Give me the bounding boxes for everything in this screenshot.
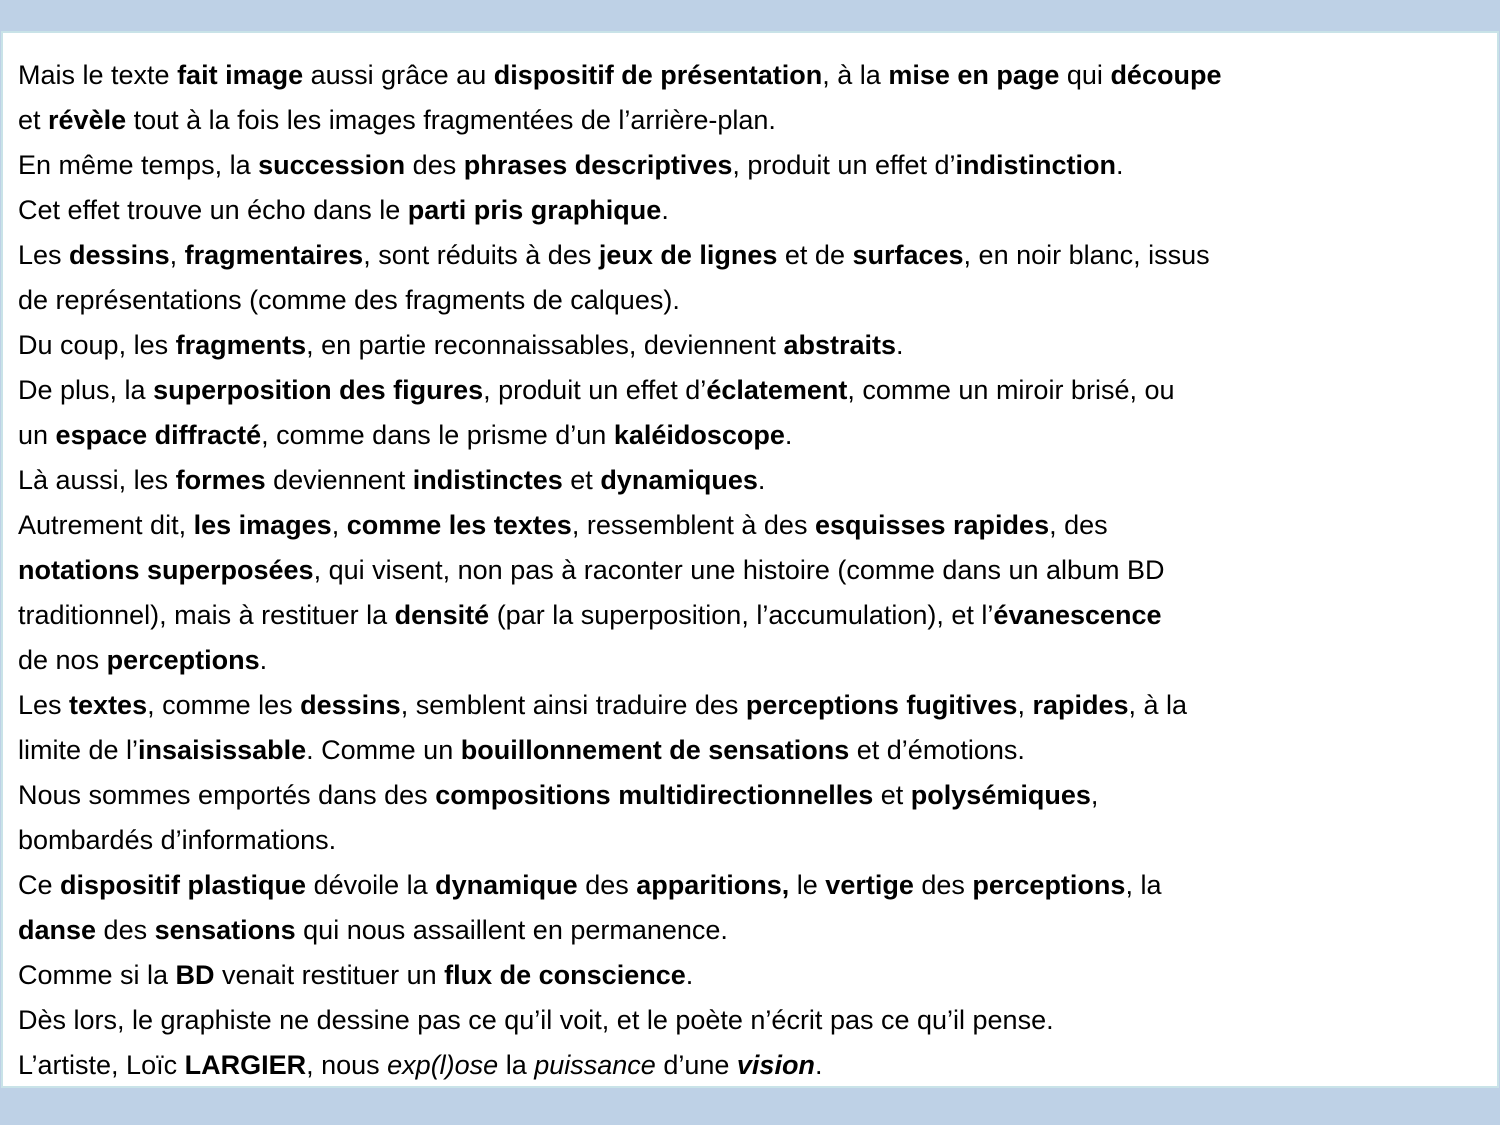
text-line (18, 953, 1221, 998)
text-segment: d’une (655, 1050, 737, 1080)
emphasis-text: densité (394, 600, 490, 630)
text-segment: , comme dans le prisme d’un (261, 420, 614, 450)
text-segment: , (169, 240, 185, 270)
emphasis-text: notations superposées (18, 555, 314, 585)
text-segment: tout à la fois les images fragmentées de l’arrière-plan. (126, 105, 776, 135)
text-line (18, 818, 1221, 863)
emphasis-text: LARGIER (184, 1050, 307, 1080)
text-segment: des (405, 150, 464, 180)
text-segment: et (873, 780, 911, 810)
text-segment: , comme un miroir brisé, ou (847, 375, 1175, 405)
emphasis-text: rapides (1032, 690, 1129, 720)
text-line (18, 998, 1221, 1043)
text-line (18, 368, 1221, 413)
text-line (18, 683, 1221, 728)
text-segment: , ressemblent à des (571, 510, 815, 540)
text-line (18, 593, 1221, 638)
text-segment: En même temps, la (18, 150, 259, 180)
text-line (18, 188, 1221, 233)
emphasis-text: flux de conscience (444, 960, 686, 990)
text-segment: Du coup, les (18, 330, 176, 360)
text-segment: de nos (18, 645, 107, 675)
emphasis-text: abstraits (783, 330, 896, 360)
emphasis-text: vertige (825, 870, 914, 900)
text-segment: Les (18, 240, 70, 270)
emphasis-text: évanescence (993, 600, 1162, 630)
text-segment: de représentations (comme des fragments de calques). (18, 285, 680, 315)
text-line (18, 908, 1221, 953)
text-segment: . (259, 645, 268, 675)
text-segment: Là aussi, les (18, 465, 176, 495)
text-segment: et de (777, 240, 853, 270)
text-segment: , à la (822, 60, 889, 90)
text-segment: . (784, 420, 793, 450)
text-segment: , (1090, 780, 1099, 810)
text-segment: qui (1059, 60, 1111, 90)
text-line (18, 413, 1221, 458)
emphasis-text: dynamique (435, 870, 578, 900)
emphasis-text: dessins (69, 240, 170, 270)
text-segment: , en partie reconnaissables, deviennent (306, 330, 784, 360)
emphasis-text: perceptions (972, 870, 1126, 900)
text-line (18, 773, 1221, 818)
text-line (18, 53, 1221, 98)
emphasis-text: vision (736, 1050, 815, 1080)
text-segment: Cet effet trouve un écho dans le (18, 195, 408, 225)
emphasis-text: succession (258, 150, 406, 180)
text-segment: , nous (306, 1050, 388, 1080)
text-segment: . (661, 195, 669, 225)
text-segment: . (757, 465, 766, 495)
text-segment: , sont réduits à des (363, 240, 599, 270)
body-text (18, 53, 1221, 1088)
text-segment: Les (18, 690, 70, 720)
text-segment: et (562, 465, 601, 495)
text-segment: . (685, 960, 694, 990)
emphasis-text: comme les textes (346, 510, 572, 540)
emphasis-text: textes (69, 690, 148, 720)
emphasis-text: espace diffracté (55, 420, 262, 450)
text-segment: L’artiste, Loïc (18, 1050, 185, 1080)
emphasis-text: danse (18, 915, 97, 945)
emphasis-text: éclatement (706, 375, 848, 405)
text-line (18, 503, 1221, 548)
text-segment: un (18, 420, 56, 450)
emphasis-text: apparitions, (636, 870, 790, 900)
text-segment: , produit un effet d’ (732, 150, 956, 180)
text-segment: des (913, 870, 973, 900)
text-segment: le (789, 870, 826, 900)
emphasis-text: BD (175, 960, 215, 990)
emphasis-text: exp(l)ose (387, 1050, 499, 1080)
emphasis-text: jeux de lignes (598, 240, 778, 270)
text-segment: deviennent (265, 465, 413, 495)
text-segment: qui nous assaillent en permanence. (295, 915, 728, 945)
text-segment: . (896, 330, 904, 360)
text-line (18, 98, 1221, 143)
text-segment: Comme si la (18, 960, 176, 990)
emphasis-text: sensations (154, 915, 296, 945)
text-segment: et d’émotions. (849, 735, 1025, 765)
text-segment: , à la (1128, 690, 1188, 720)
emphasis-text: polysémiques (910, 780, 1091, 810)
emphasis-text: bouillonnement de sensations (460, 735, 850, 765)
text-segment: . (814, 1050, 823, 1080)
emphasis-text: dispositif plastique (60, 870, 307, 900)
text-segment: traditionnel), mais à restituer la (18, 600, 395, 630)
text-segment: aussi grâce au (303, 60, 494, 90)
text-segment: , en noir blanc, issus (963, 240, 1210, 270)
emphasis-text: formes (175, 465, 266, 495)
text-segment: dévoile la (306, 870, 436, 900)
text-segment: Mais le texte (18, 60, 178, 90)
text-panel (1, 31, 1499, 1088)
emphasis-text: kaléidoscope (613, 420, 785, 450)
text-line (18, 638, 1221, 683)
emphasis-text: les images (193, 510, 332, 540)
text-segment: , (1017, 690, 1033, 720)
emphasis-text: fait image (177, 60, 304, 90)
text-segment: , semblent ainsi traduire des (400, 690, 746, 720)
text-line (18, 458, 1221, 503)
emphasis-text: esquisses rapides (814, 510, 1050, 540)
emphasis-text: révèle (48, 105, 127, 135)
emphasis-text: dessins (300, 690, 401, 720)
emphasis-text: puissance (534, 1050, 656, 1080)
text-segment: des (96, 915, 155, 945)
emphasis-text: superposition des figures (153, 375, 484, 405)
emphasis-text: dispositif de présentation (493, 60, 823, 90)
emphasis-text: parti pris graphique (407, 195, 662, 225)
text-segment: , comme les (147, 690, 301, 720)
emphasis-text: mise en page (888, 60, 1060, 90)
emphasis-text: fragmentaires (184, 240, 364, 270)
text-segment: (par la superposition, l’accumulation), et l’ (489, 600, 994, 630)
text-segment: Autrement dit, (18, 510, 194, 540)
text-segment: et (18, 105, 49, 135)
text-line (18, 728, 1221, 773)
emphasis-text: fragments (175, 330, 307, 360)
text-segment: Ce (18, 870, 61, 900)
text-segment: . Comme un (306, 735, 461, 765)
text-line (18, 323, 1221, 368)
text-segment: des (577, 870, 637, 900)
text-segment: , la (1125, 870, 1162, 900)
text-segment: Nous sommes emportés dans des (18, 780, 436, 810)
text-segment: la (498, 1050, 535, 1080)
text-segment: Dès lors, le graphiste ne dessine pas ce qu’il voit, et le poète n’écrit pas ce qu’il pense. (18, 1005, 1054, 1035)
emphasis-text: perceptions fugitives (745, 690, 1018, 720)
text-segment: bombardés d’informations. (18, 825, 337, 855)
text-line (18, 863, 1221, 908)
emphasis-text: compositions multidirectionnelles (435, 780, 874, 810)
text-segment: , produit un effet d’ (483, 375, 707, 405)
text-segment: , des (1049, 510, 1108, 540)
emphasis-text: insaisissable (138, 735, 307, 765)
text-segment: , (331, 510, 347, 540)
emphasis-text: surfaces (852, 240, 964, 270)
emphasis-text: indistinction (955, 150, 1117, 180)
text-line (18, 548, 1221, 593)
text-segment: . (1116, 150, 1124, 180)
emphasis-text: indistinctes (412, 465, 563, 495)
text-line (18, 1043, 1221, 1088)
emphasis-text: dynamiques (600, 465, 758, 495)
emphasis-text: phrases descriptives (463, 150, 733, 180)
text-segment: De plus, la (18, 375, 154, 405)
text-segment: , qui visent, non pas à raconter une histoire (comme dans un album BD (313, 555, 1165, 585)
text-line (18, 143, 1221, 188)
text-line (18, 233, 1221, 278)
text-segment: venait restituer un (214, 960, 445, 990)
text-segment: limite de l’ (18, 735, 139, 765)
emphasis-text: découpe (1110, 60, 1222, 90)
text-line (18, 278, 1221, 323)
emphasis-text: perceptions (106, 645, 260, 675)
